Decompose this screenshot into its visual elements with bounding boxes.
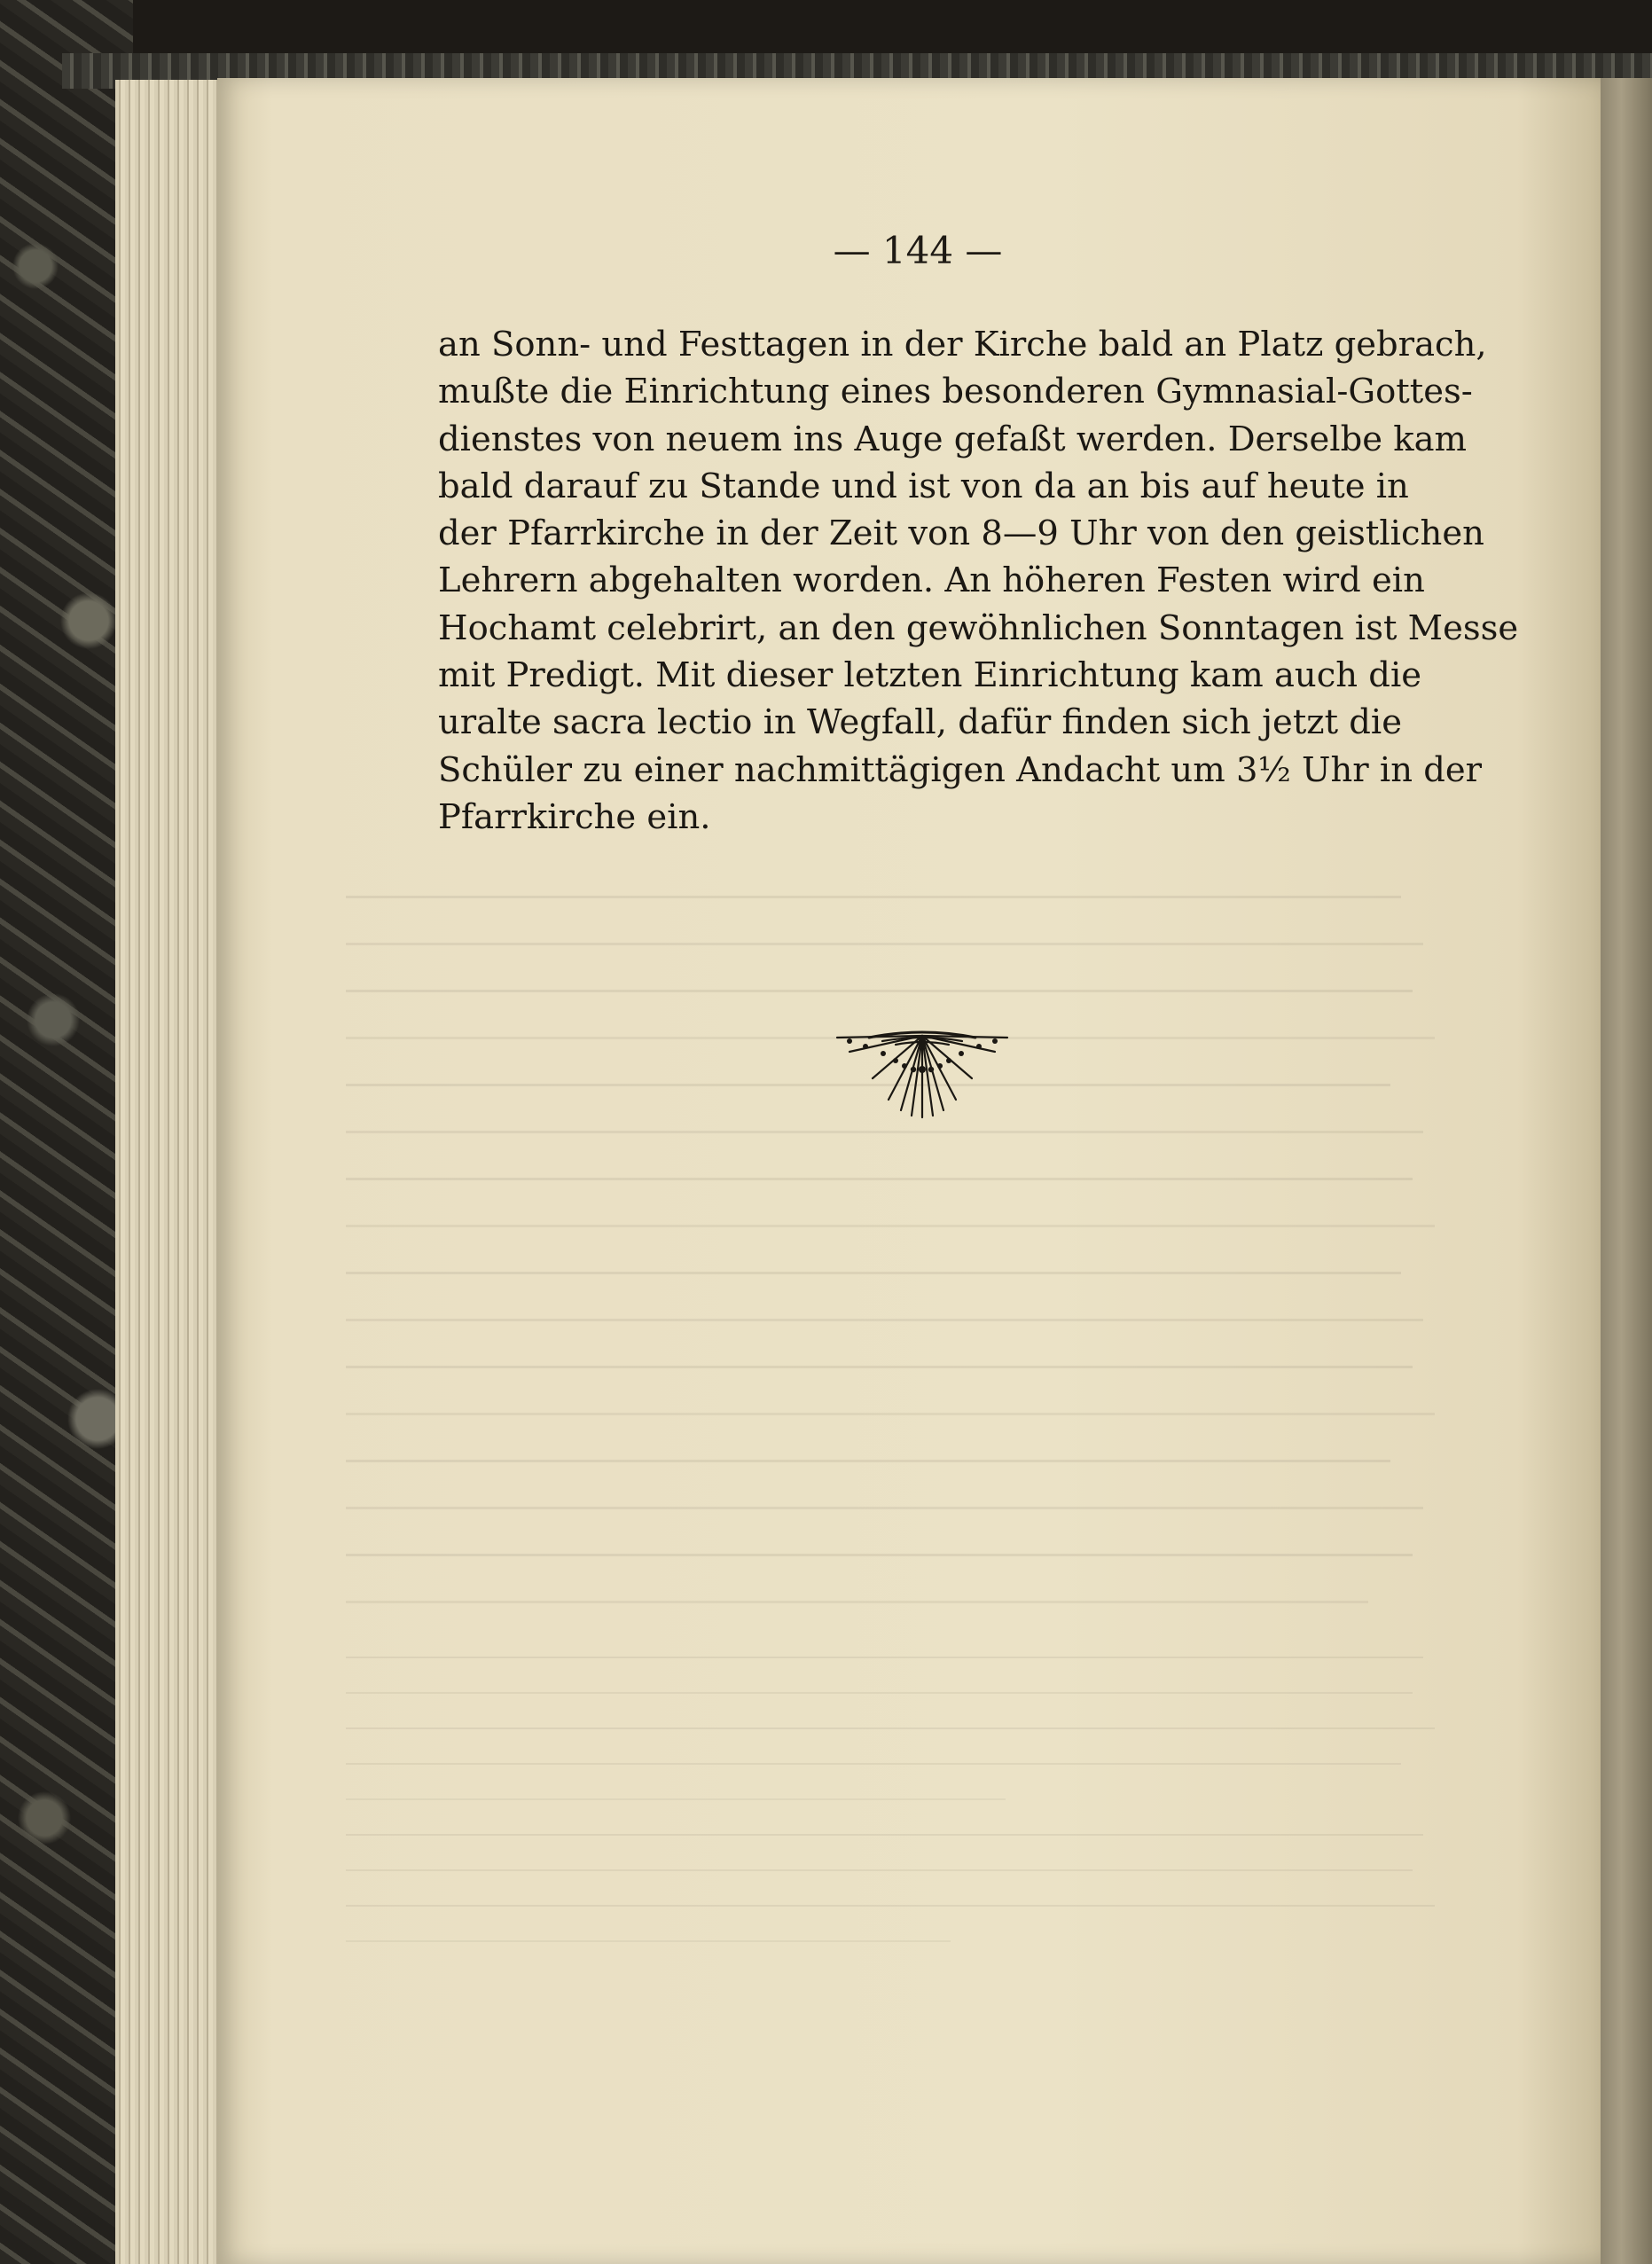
marbled-book-cover — [0, 0, 133, 2264]
text-line: mit Predigt. Mit dieser letzten Einrichtung kam auch die — [438, 655, 1422, 696]
text-line: Hochamt celebrirt, an den gewöhnlichen Sonntagen ist Messe — [438, 607, 1519, 648]
text-line: der Pfarrkirche in der Zeit von 8—9 Uhr von den geistlichen — [438, 513, 1484, 554]
text-line: Pfarrkirche ein. — [438, 796, 711, 837]
text-line: bald darauf zu Stande und ist von da an bis auf heute in — [438, 466, 1409, 506]
bleed-through-footnotes — [346, 1623, 1445, 1960]
fan-ornament-icon — [834, 1029, 1011, 1135]
bleed-through-texture — [346, 851, 1445, 1614]
text-line: mußte die Einrichtung eines besonderen Gymnasial-Gottes- — [438, 372, 1473, 412]
text-line: Schüler zu einer nachmittägigen Andacht um 3½ Uhr in der — [438, 749, 1483, 790]
text-line: uralte sacra lectio in Wegfall, dafür finden sich jetzt die — [438, 702, 1403, 743]
body-paragraph — [438, 321, 1519, 841]
text-line: Lehrern abgehalten worden. An höheren Festen wird ein — [438, 560, 1425, 601]
text-line: dienstes von neuem ins Auge gefaßt werden. Derselbe kam — [438, 419, 1468, 459]
next-page-edge — [1601, 78, 1652, 2264]
text-line: an Sonn- und Festtagen in der Kirche bald an Platz gebrach, — [438, 325, 1487, 364]
page-number: — 144 — — [833, 229, 1003, 272]
